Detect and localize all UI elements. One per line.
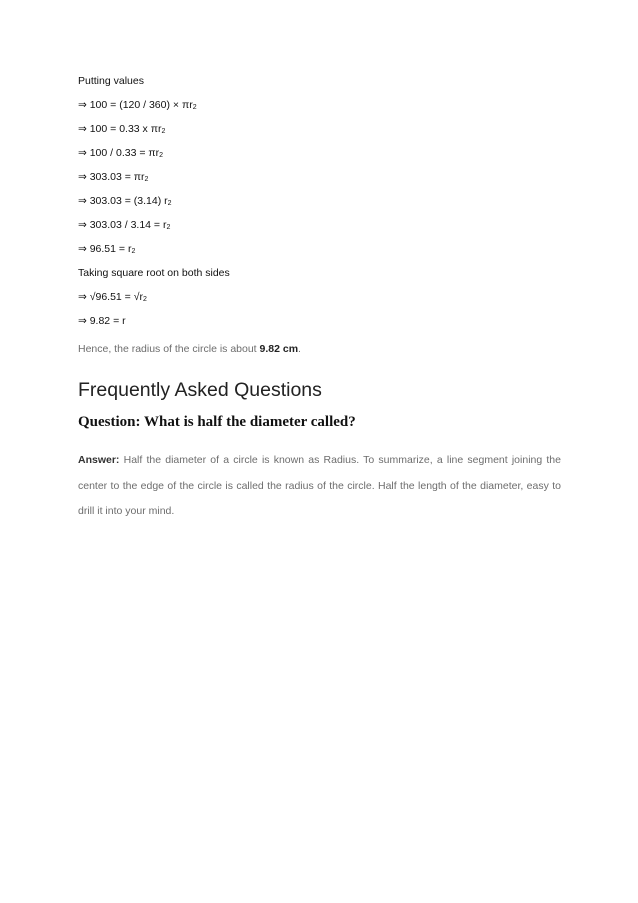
answer-text: Half the diameter of a circle is known as Radius. To summarize, a line segment joining the center to the edge of the circle is called the radius of the circle. Half the length of the diameter, easy to drill it into your mind.: [78, 454, 561, 517]
solution-step: ⇒ $100 / 0.33 = \pi r^2$: [78, 147, 164, 159]
page-content: [78, 74, 561, 525]
solution-step: ⇒ 100 = 0.33 x $\pi r^2$: [78, 123, 166, 135]
solution-step: ⇒ $303.03 / 3.14 = r^2$: [78, 219, 171, 231]
radius-result: 9.82 cm: [259, 343, 299, 355]
solution-step: ⇒ $100 = (120 / 360) \times \pi r^2$: [78, 99, 197, 111]
solution-step: ⇒ 9.82 = r: [78, 315, 126, 327]
solution-step: ⇒ $303.03 = \pi r^2$: [78, 171, 149, 183]
solution-step: ⇒ $√96.51 = √r^2$: [78, 291, 147, 303]
solution-step: ⇒ 303.03 = (3.14) $r^2$: [78, 195, 172, 207]
solution-step: Taking square root on both sides: [78, 267, 230, 279]
answer-label: Answer:: [78, 454, 120, 466]
faq-answer: [78, 448, 561, 525]
solution-step: ⇒ $96.51 = r^2$: [78, 243, 136, 255]
solution-step: Putting values: [78, 75, 144, 87]
faq-question: Question: What is half the diameter called?: [78, 414, 356, 430]
conclusion-text: Hence, the radius of the circle is about 9.82 cm.: [78, 343, 301, 355]
faq-heading: Frequently Asked Questions: [78, 379, 322, 401]
